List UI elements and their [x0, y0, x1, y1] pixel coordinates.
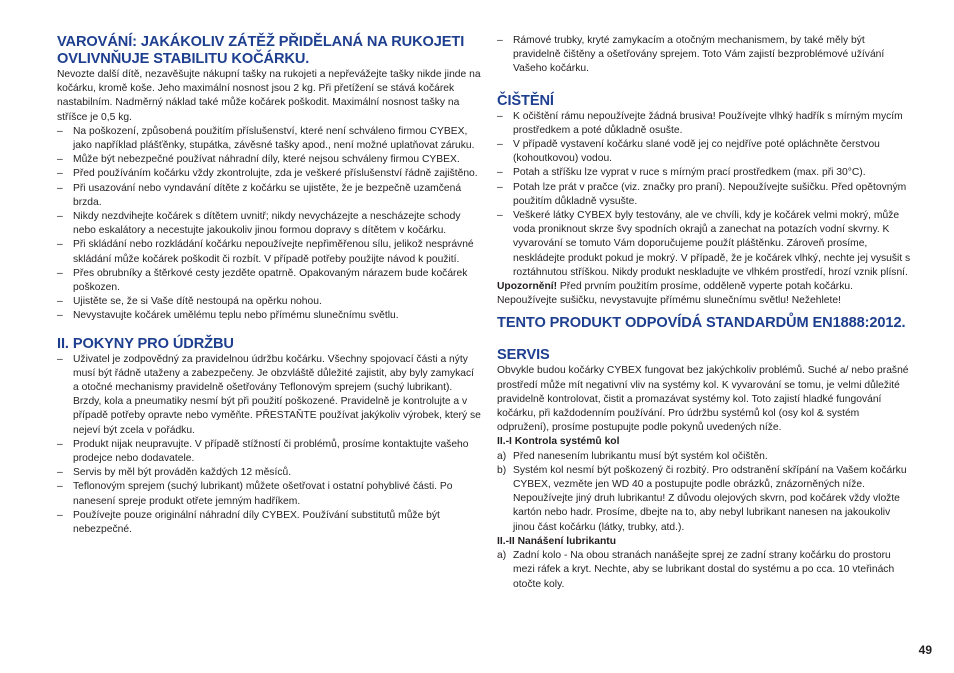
list-item	[57, 267, 481, 295]
list-dash: –	[497, 35, 503, 46]
list-dash: –	[57, 125, 63, 137]
list-item	[57, 480, 481, 508]
list-dash: –	[57, 467, 63, 479]
wheel-check-list	[497, 450, 913, 535]
list-dash: –	[57, 267, 63, 279]
lubricant-list	[497, 549, 913, 592]
list-item	[57, 153, 481, 167]
list-item-text: V případě vystavení kočárku slané vodě jej co nejdříve poté opláchněte čerstvou (kohoutkovou) vodou.	[513, 139, 880, 165]
list-item-text: Před nanesením lubrikantu musí být systém kol očištěn.	[513, 450, 768, 462]
list-item	[57, 295, 481, 309]
list-item	[57, 167, 481, 181]
list-item-text: Při usazování nebo vyndavání dítěte z kočárku se ujistěte, že je bezpečně uzamčená brzda.	[73, 182, 462, 208]
list-item	[497, 34, 913, 77]
list-dash: –	[57, 168, 63, 180]
list-item	[57, 125, 481, 153]
list-item	[497, 138, 913, 166]
list-item	[57, 438, 481, 466]
right-column	[497, 34, 913, 592]
list-item-text: Nikdy nezdvihejte kočárek s dítětem uvnitř; nikdy nevycházejte a nescházejte schody nebo eskalátory a necestujte jakoukoliv jinou formou dopravy s dítětem v kočárku.	[73, 211, 461, 237]
list-dash: –	[497, 167, 503, 179]
list-marker: a)	[497, 550, 507, 562]
lubricant-subtitle: II.-II Nanášení lubrikantu	[497, 535, 617, 547]
list-item	[497, 181, 913, 209]
warning-title-line2: OVLIVNŇUJE STABILITU KOČÁRKU.	[57, 51, 310, 67]
list-item	[57, 210, 481, 238]
list-item	[497, 166, 913, 180]
list-dash: –	[57, 211, 63, 223]
list-item	[57, 182, 481, 210]
service-intro: Obvykle budou kočárky CYBEX fungovat bez jakýchkoliv problémů. Suché a/ nebo prašné prostředí může mít negativní vliv na systémy kol. K vyvarování se tomu, je velmi důležité pravidelně kontrolovat, čistit a promazávat systémy kol. Toto zajistí hladké fungování kočárku, při každodenním používání. Pro údržbu systémů kol (osy kol & systém odpružení), prosíme postupujte podle pokynů uvedených níže.	[497, 365, 909, 434]
list-item-text: Produkt nijak neupravujte. V případě stížností či problémů, prosíme kontaktujte vašeho prodejce nebo dodavatele.	[73, 438, 469, 465]
list-dash: –	[497, 181, 503, 193]
warning-intro: Nevozte další dítě, nezavěšujte nákupní tašky na rukojeti a nepřevážejte tašky nikde jinde na kočárku, kromě koše. Jeho maximální nosnost jsou 2 kg. Při přetížení se stává kočárek nastabilním. Nadměrný náklad také může kočárek poškodit. Maximální nosnost tašky na stříšce je 0,5 kg.	[57, 69, 481, 123]
list-item	[57, 309, 481, 323]
cleaning-list	[497, 110, 913, 280]
list-dash: –	[497, 110, 503, 122]
list-marker: b)	[497, 464, 507, 476]
list-dash: –	[57, 296, 63, 308]
list-item	[57, 466, 481, 480]
list-item-text: Před používáním kočárku vždy zkontrolujte, zda je veškeré příslušenství řádně zajištěno.	[73, 168, 478, 180]
frame-tube-list	[497, 34, 913, 77]
list-dash: –	[57, 154, 63, 166]
list-item-text: Při skládání nebo rozkládání kočárku nepoužívejte nepřiměřenou sílu, jelikož nesprávné skládání může kočárek poškodit či rozbít. V případě potřeby použijte návod k použití.	[73, 239, 474, 265]
list-item-text: Přes obrubníky a štěrkové cesty jezděte opatrně. Opakovaným nárazem bude kočárek poškozen.	[73, 267, 468, 294]
list-dash: –	[57, 438, 63, 450]
notice-text: Před prvním použitím prosíme, odděleně vyperte potah kočárku. Nepoužívejte sušičku, nevystavujte přímému slunečnímu světlu! Nežehlete!	[497, 281, 853, 307]
list-item-text: Potah a stříšku lze vyprat v ruce s mírným prací prostředkem (max. při 30°C).	[513, 167, 866, 179]
list-dash: –	[497, 139, 503, 151]
list-dash: –	[57, 353, 63, 365]
list-marker: a)	[497, 450, 507, 462]
service-title: SERVIS	[497, 347, 550, 364]
list-item	[497, 110, 913, 138]
wheel-check-subtitle: II.-I Kontrola systémů kol	[497, 436, 620, 448]
list-item-text: K očištění rámu nepoužívejte žádná brusiva! Používejte vlhký hadřík s mírným mycím prostředkem a poté důkladně osušte.	[513, 110, 903, 136]
list-item	[57, 353, 481, 438]
list-dash: –	[57, 239, 63, 251]
list-item	[497, 209, 913, 280]
list-item-text: Systém kol nesmí být poškozený či rozbitý. Pro odstranění skřípání na Vašem kočárku CYBEX, vezměte jen WD 40 a postupujte podle obrázků, znázorněných níže. Nepoužívejte jiný druh lubrikantu! Z důvodu olejových skvrn, pod kočárek vždy vložte kartón nebo hadr. Prosíme, dbejte na to, aby nebyl lubrikant nanesen na jakoukoliv jinou část kočárku (látky, trubky, atd.).	[513, 464, 907, 533]
cleaning-title: ČIŠTĚNÍ	[497, 92, 554, 109]
list-item-text: Zadní kolo - Na obou stranách nanášejte sprej ze zadní strany kočárku do prostoru mezi ráfek a kryt. Nechte, aby se lubrikant dostal do systému a po cca. 10 vteřinách otočte koly.	[513, 550, 895, 590]
list-dash: –	[57, 509, 63, 521]
list-item	[497, 549, 913, 592]
maintenance-title: II. POKYNY PRO ÚDRŽBU	[57, 335, 234, 352]
list-item-text: Uživatel je zodpovědný za pravidelnou údržbu kočárku. Všechny spojovací části a nýty musí být řádně utaženy a zabezpečeny. Je obzvláště důležité zajistit, aby byly zamykací a otočné mechanismy pravidelně ošetřovány Teflonovým sprejem (suchý lubrikant). Brzdy, kola a pneumatiky nesmí být při použití poškozené. Pravidelně je kontrolujte a v případě potřeby opravte nebo vyměňte. PŘESTAŇTE používat jakýkoliv výrobek, který se nejeví být zcela v pořádku.	[73, 353, 481, 436]
list-item-text: Na poškození, způsobená použitím příslušenství, které není schváleno firmou CYBEX, jako například plášťěnky, stupátka, závěsné tašky apod., není možné uplatňovat záruku.	[73, 125, 475, 152]
notice-label: Upozornění!	[497, 281, 558, 293]
list-dash: –	[57, 481, 63, 493]
maintenance-list	[57, 353, 481, 538]
list-item-text: Může být nebezpečné používat náhradní díly, které nejsou schváleny firmou CYBEX.	[73, 154, 460, 166]
list-dash: –	[57, 310, 63, 322]
list-item-text: Veškeré látky CYBEX byly testovány, ale ve chvíli, kdy je kočárek velmi mokrý, může voda proniknout skrze švy spodních okrajů a zanechat na potazích vodní skvrny. K vyvarování se tomuto Vám doporučujeme použít pláštěnku. Zároveň prosíme, neskládejte produkt pokud je mokrý. V případě, že je kočárek vlhký, nechte jej vysušit s roztáhnutou stříškou. Nikdy produkt neskladujte ve vlhkém prostředí, hrozí vznik plísní.	[513, 210, 911, 278]
list-item-text: Potah lze prát v pračce (viz. značky pro praní). Nepoužívejte sušičku. Před opětovným použitím důkladně vysušte.	[513, 181, 907, 207]
warning-title: VAROVÁNÍ: JAKÁKOLIV ZÁTĚŽ PŘIDĚLANÁ NA RUKOJETI	[57, 34, 465, 50]
list-item-text: Teflonovým sprejem (suchý lubrikant) můžete ošetřovat i ostatní pohyblivé části. Po nanesení spreje produkt otřete jemným hadříkem.	[73, 481, 453, 507]
standard-title: TENTO PRODUKT ODPOVÍDÁ STANDARDŮM EN1888:2012.	[497, 315, 906, 332]
page-number: 49	[918, 643, 932, 657]
list-dash: –	[497, 210, 503, 222]
list-item	[57, 238, 481, 266]
list-item-text: Ujistěte se, že si Vaše dítě nestoupá na opěrku nohou.	[73, 296, 322, 308]
list-item	[497, 464, 913, 535]
left-column	[57, 34, 481, 537]
notice-paragraph	[497, 280, 913, 308]
warning-list	[57, 125, 481, 324]
list-item-text: Rámové trubky, kryté zamykacím a otočným mechanismem, by také měly být pravidelně čištěny a ošetřovány sprejem. Toto Vám zajistí bezproblémové užívání Vašeho kočárku.	[513, 35, 885, 75]
list-dash: –	[57, 182, 63, 194]
list-item-text: Servis by měl být prováděn každých 12 měsíců.	[73, 467, 292, 479]
list-item-text: Používejte pouze originální náhradní díly CYBEX. Používání substitutů může být nebezpečné.	[73, 509, 440, 536]
list-item	[497, 450, 913, 464]
list-item	[57, 509, 481, 537]
list-item-text: Nevystavujte kočárek umělému teplu nebo přímému slunečnímu světlu.	[73, 310, 399, 322]
